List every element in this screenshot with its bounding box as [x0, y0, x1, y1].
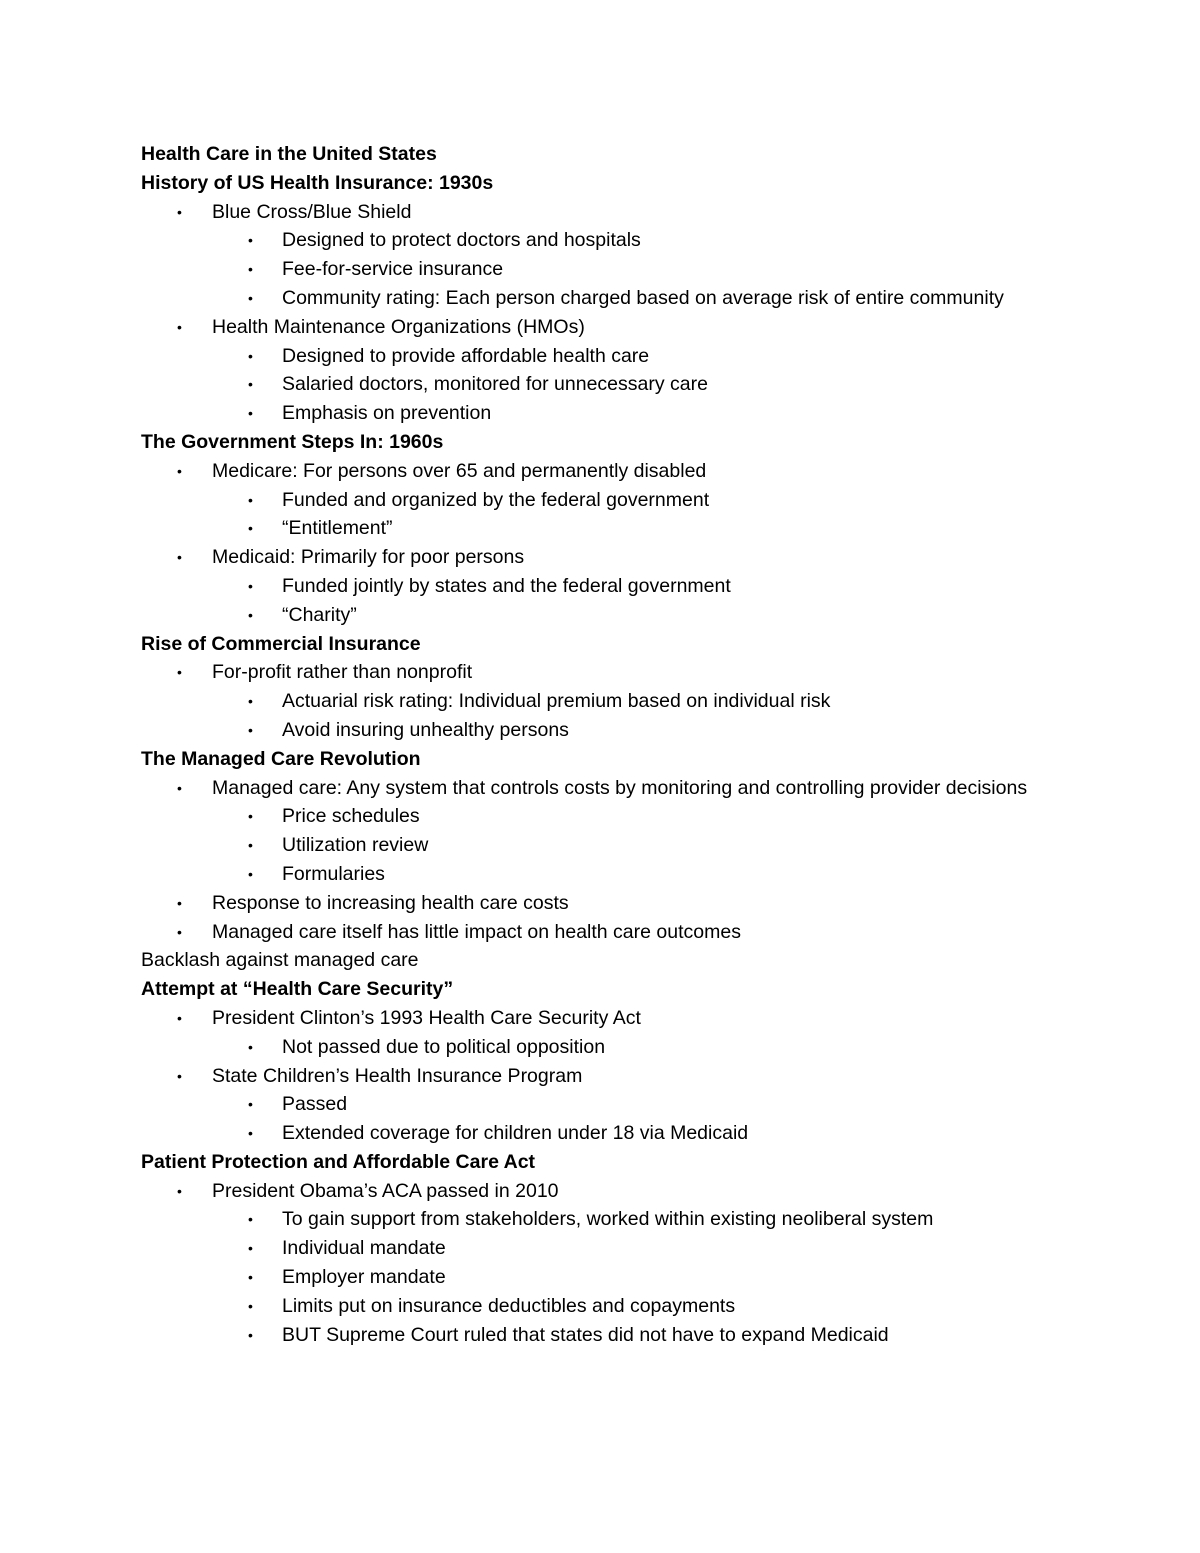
line-text: The Government Steps In: 1960s	[141, 430, 444, 453]
bullet-icon: •	[177, 894, 182, 911]
list-item	[141, 1177, 1101, 1206]
line-text: Limits put on insurance deductibles and copayments	[282, 1294, 736, 1317]
list-item	[141, 774, 1101, 803]
line-text: Passed	[282, 1093, 348, 1116]
line-text: Extended coverage for children under 18 via Medicaid	[282, 1122, 749, 1145]
list-item	[141, 1263, 1101, 1292]
line-text: Funded and organized by the federal government	[282, 488, 710, 511]
line-text: “Entitlement”	[282, 517, 393, 540]
bullet-icon: •	[248, 520, 253, 537]
section-heading	[141, 745, 1101, 774]
list-item	[141, 860, 1101, 889]
line-text: Health Maintenance Organizations (HMOs)	[212, 315, 585, 338]
list-item	[141, 1004, 1101, 1033]
bullet-icon: •	[177, 462, 182, 479]
list-item	[141, 716, 1101, 745]
outline-list	[141, 169, 1101, 1350]
bullet-icon: •	[248, 1326, 253, 1343]
line-text: Response to increasing health care costs	[212, 891, 569, 914]
list-item	[141, 370, 1101, 399]
bullet-icon: •	[248, 808, 253, 825]
line-text: Managed care: Any system that controls costs by monitoring and controlling provider decisions	[212, 776, 1028, 799]
list-item	[141, 831, 1101, 860]
line-text: Formularies	[282, 862, 385, 885]
list-item	[141, 226, 1101, 255]
line-text: Actuarial risk rating: Individual premium based on individual risk	[282, 690, 831, 713]
bullet-icon: •	[248, 405, 253, 422]
bullet-icon: •	[177, 664, 182, 681]
section-heading	[141, 1148, 1101, 1177]
line-text: Managed care itself has little impact on health care outcomes	[212, 920, 741, 943]
section-heading	[141, 975, 1101, 1004]
bullet-icon: •	[248, 837, 253, 854]
line-text: Fee-for-service insurance	[282, 258, 504, 281]
bullet-icon: •	[177, 1009, 182, 1026]
list-item	[141, 198, 1101, 227]
line-text: Avoid insuring unhealthy persons	[282, 718, 569, 741]
list-item	[141, 889, 1101, 918]
line-text: President Clinton’s 1993 Health Care Security Act	[212, 1006, 641, 1029]
bullet-icon: •	[248, 1297, 253, 1314]
bullet-icon: •	[177, 779, 182, 796]
list-item	[141, 486, 1101, 515]
line-text: Employer mandate	[282, 1266, 446, 1289]
bullet-icon: •	[248, 1211, 253, 1228]
line-text: Salaried doctors, monitored for unnecessary care	[282, 373, 708, 396]
line-text: Not passed due to political opposition	[282, 1035, 606, 1058]
bullet-icon: •	[248, 693, 253, 710]
bullet-icon: •	[177, 203, 182, 220]
line-text: Designed to protect doctors and hospitals	[282, 229, 641, 252]
bullet-icon: •	[177, 1182, 182, 1199]
list-item	[141, 658, 1101, 687]
bullet-icon: •	[248, 721, 253, 738]
line-text: Emphasis on prevention	[282, 402, 492, 425]
document-body	[141, 140, 1101, 1349]
bullet-icon: •	[248, 289, 253, 306]
line-text: To gain support from stakeholders, worked within existing neoliberal system	[282, 1208, 934, 1231]
line-text: History of US Health Insurance: 1930s	[141, 171, 494, 194]
bullet-icon: •	[248, 261, 253, 278]
list-item	[141, 284, 1101, 313]
list-item	[141, 342, 1101, 371]
line-text: Utilization review	[282, 834, 429, 857]
list-item	[141, 313, 1101, 342]
line-text: Backlash against managed care	[141, 949, 419, 972]
line-text: For-profit rather than nonprofit	[212, 661, 473, 684]
bullet-icon: •	[248, 347, 253, 364]
bullet-icon: •	[248, 232, 253, 249]
line-text: Attempt at “Health Care Security”	[141, 978, 454, 1001]
bullet-icon: •	[248, 865, 253, 882]
line-text: Price schedules	[282, 805, 420, 828]
list-item	[141, 1062, 1101, 1091]
list-item	[141, 802, 1101, 831]
bullet-icon: •	[248, 577, 253, 594]
section-heading	[141, 428, 1101, 457]
list-item	[141, 1292, 1101, 1321]
line-text: Rise of Commercial Insurance	[141, 632, 421, 655]
line-text: Individual mandate	[282, 1237, 446, 1260]
bullet-icon: •	[177, 1067, 182, 1084]
bullet-icon: •	[177, 318, 182, 335]
line-text: The Managed Care Revolution	[141, 747, 421, 770]
list-item	[141, 1033, 1101, 1062]
bullet-icon: •	[177, 923, 182, 940]
list-item	[141, 1119, 1101, 1148]
list-item	[141, 255, 1101, 284]
outline-text	[141, 946, 1101, 975]
line-text: “Charity”	[282, 603, 357, 626]
line-text: Funded jointly by states and the federal government	[282, 574, 731, 597]
line-text: Blue Cross/Blue Shield	[212, 200, 412, 223]
line-text: Medicare: For persons over 65 and permanently disabled	[212, 459, 707, 482]
line-text: Medicaid: Primarily for poor persons	[212, 546, 525, 569]
bullet-icon: •	[248, 606, 253, 623]
list-item	[141, 1234, 1101, 1263]
line-text: President Obama’s ACA passed in 2010	[212, 1179, 559, 1202]
list-item	[141, 543, 1101, 572]
bullet-icon: •	[248, 1096, 253, 1113]
bullet-icon: •	[248, 1240, 253, 1257]
list-item	[141, 457, 1101, 486]
bullet-icon: •	[248, 1269, 253, 1286]
list-item	[141, 601, 1101, 630]
line-text: BUT Supreme Court ruled that states did not have to expand Medicaid	[282, 1323, 889, 1346]
list-item	[141, 514, 1101, 543]
line-text: Patient Protection and Affordable Care Act	[141, 1150, 536, 1173]
line-text: State Children’s Health Insurance Program	[212, 1064, 583, 1087]
list-item	[141, 687, 1101, 716]
bullet-icon: •	[248, 376, 253, 393]
list-item	[141, 1090, 1101, 1119]
section-heading	[141, 630, 1101, 659]
bullet-icon: •	[248, 491, 253, 508]
bullet-icon: •	[248, 1125, 253, 1142]
list-item	[141, 918, 1101, 947]
list-item	[141, 572, 1101, 601]
list-item	[141, 1205, 1101, 1234]
section-heading	[141, 169, 1101, 198]
list-item	[141, 1321, 1101, 1350]
list-item	[141, 399, 1101, 428]
line-text: Community rating: Each person charged based on average risk of entire community	[282, 286, 1004, 309]
document-title: Health Care in the United States	[141, 143, 437, 165]
bullet-icon: •	[177, 549, 182, 566]
bullet-icon: •	[248, 1038, 253, 1055]
line-text: Designed to provide affordable health care	[282, 344, 650, 367]
